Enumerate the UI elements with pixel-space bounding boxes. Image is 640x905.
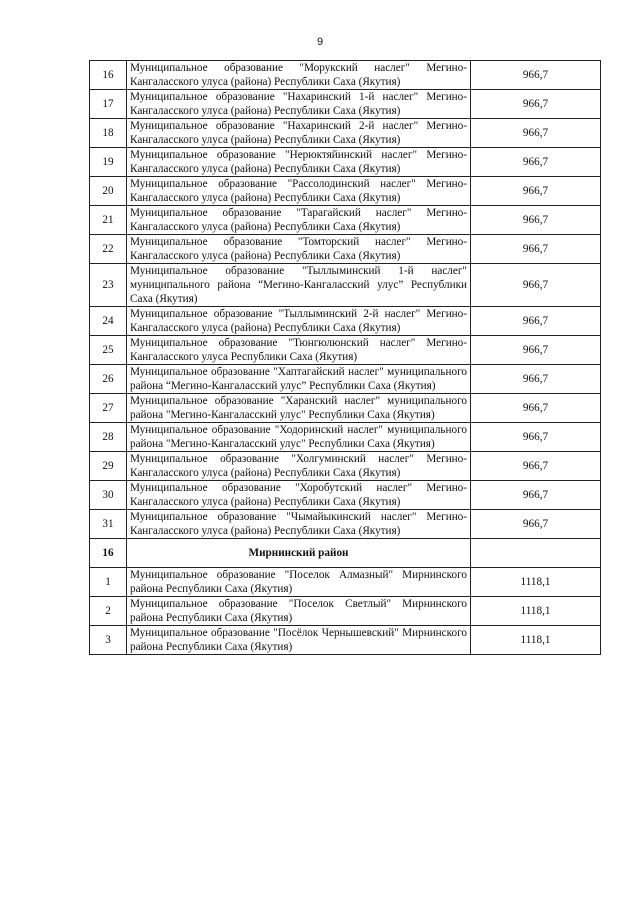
row-number: 21 [90,206,127,235]
amount-value: 1118,1 [471,597,601,626]
row-number: 18 [90,119,127,148]
amount-value: 966,7 [471,365,601,394]
table-row [90,264,601,307]
municipality-name: Муниципальное образование "Харанский наслег" муниципального района "Мегино-Кангаласский улус" Республики Саха (Якутия) [127,394,471,423]
row-number: 22 [90,235,127,264]
amount-value: 966,7 [471,264,601,307]
amount-value: 966,7 [471,336,601,365]
row-number: 19 [90,148,127,177]
row-number: 20 [90,177,127,206]
municipality-name: Муниципальное образование "Холгуминский наслег" Мегино-Кангаласского улуса (района) Республики Саха (Якутия) [127,452,471,481]
section-number: 16 [90,539,127,568]
amount-value: 966,7 [471,394,601,423]
municipality-name: Муниципальное образование "Ходоринский наслег" муниципального района "Мегино-Кангаласский улус" Республики Саха (Якутия) [127,423,471,452]
municipality-name: Муниципальное образование "Посёлок Чернышевский" Мирнинского района Республики Саха (Якутия) [127,626,471,655]
amount-value: 966,7 [471,235,601,264]
row-number: 24 [90,307,127,336]
row-number: 27 [90,394,127,423]
row-number: 25 [90,336,127,365]
row-number: 17 [90,90,127,119]
table-row [90,452,601,481]
amount-value: 1118,1 [471,626,601,655]
row-number: 2 [90,597,127,626]
municipality-name: Муниципальное образование "Нерюктяйинский наслег" Мегино-Кангаласского улуса (района) Республики Саха (Якутия) [127,148,471,177]
municipality-name: Муниципальное образование "Поселок Алмазный" Мирнинского района Республики Саха (Якутия) [127,568,471,597]
municipality-name: Муниципальное образование "Рассолодинский наслег" Мегино-Кангаласского улуса (района) Республики Саха (Якутия) [127,177,471,206]
table-row [90,365,601,394]
row-number: 29 [90,452,127,481]
table-row [90,307,601,336]
table-body [90,61,601,655]
amount-value: 1118,1 [471,568,601,597]
row-number: 1 [90,568,127,597]
municipality-name: Муниципальное образование "Поселок Светлый" Мирнинского района Республики Саха (Якутия) [127,597,471,626]
table-row [90,626,601,655]
row-number: 23 [90,264,127,307]
amount-value: 966,7 [471,481,601,510]
table-row [90,423,601,452]
municipality-name: Муниципальное образование "Тыллыминский 1-й наслег" муниципального района “Мегино-Кангаласский улус” Республики Саха (Якутия) [127,264,471,307]
table-row [90,148,601,177]
municipality-name: Муниципальное образование "Нахаринский 2-й наслег" Мегино-Кангаласского улуса (района) Республики Саха (Якутия) [127,119,471,148]
amount-value: 966,7 [471,510,601,539]
municipality-name: Муниципальное образование "Хаптагайский наслег" муниципального района “Мегино-Кангаласский улус” Республики Саха (Якутия) [127,365,471,394]
table-row [90,177,601,206]
section-title: Мирнинский район [127,539,471,568]
municipality-name: Муниципальное образование "Нахаринский 1-й наслег" Мегино-Кангаласского улуса (района) Республики Саха (Якутия) [127,90,471,119]
amount-value: 966,7 [471,423,601,452]
amount-value: 966,7 [471,177,601,206]
table-row [90,336,601,365]
row-number: 28 [90,423,127,452]
municipality-name: Муниципальное образование "Тарагайский наслег" Мегино-Кангаласского улуса (района) Республики Саха (Якутия) [127,206,471,235]
row-number: 16 [90,61,127,90]
table-row [90,206,601,235]
table-row [90,510,601,539]
municipality-table [89,60,601,655]
municipality-name: Муниципальное образование "Хоробутский наслег" Мегино-Кангаласского улуса (района) Республики Саха (Якутия) [127,481,471,510]
amount-value: 966,7 [471,148,601,177]
table-row [90,90,601,119]
page-number: 9 [316,36,324,48]
row-number: 31 [90,510,127,539]
amount-value: 966,7 [471,206,601,235]
section-empty-cell [471,539,601,568]
municipality-name: Муниципальное образование "Тюнгюлюнский наслег" Мегино-Кангаласского улуса Республики Саха (Якутия) [127,336,471,365]
table-row [90,597,601,626]
table-row [90,119,601,148]
row-number: 26 [90,365,127,394]
row-number: 3 [90,626,127,655]
row-number: 30 [90,481,127,510]
amount-value: 966,7 [471,61,601,90]
table-row [90,394,601,423]
amount-value: 966,7 [471,452,601,481]
table-row [90,235,601,264]
section-header-row [90,539,601,568]
municipality-name: Муниципальное образование "Томторский наслег" Мегино-Кангаласского улуса (района) Республики Саха (Якутия) [127,235,471,264]
amount-value: 966,7 [471,119,601,148]
municipality-name: Муниципальное образование "Тыллыминский 2-й наслег" Мегино-Кангаласского улуса (района) Республики Саха (Якутия) [127,307,471,336]
amount-value: 966,7 [471,307,601,336]
municipality-name: Муниципальное образование "Чымайыкинский наслег" Мегино-Кангаласского улуса (района) Республики Саха (Якутия) [127,510,471,539]
municipality-name: Муниципальное образование "Морукский наслег" Мегино-Кангаласского улуса (района) Республики Саха (Якутия) [127,61,471,90]
amount-value: 966,7 [471,90,601,119]
table-row [90,568,601,597]
table-row [90,481,601,510]
table-row [90,61,601,90]
